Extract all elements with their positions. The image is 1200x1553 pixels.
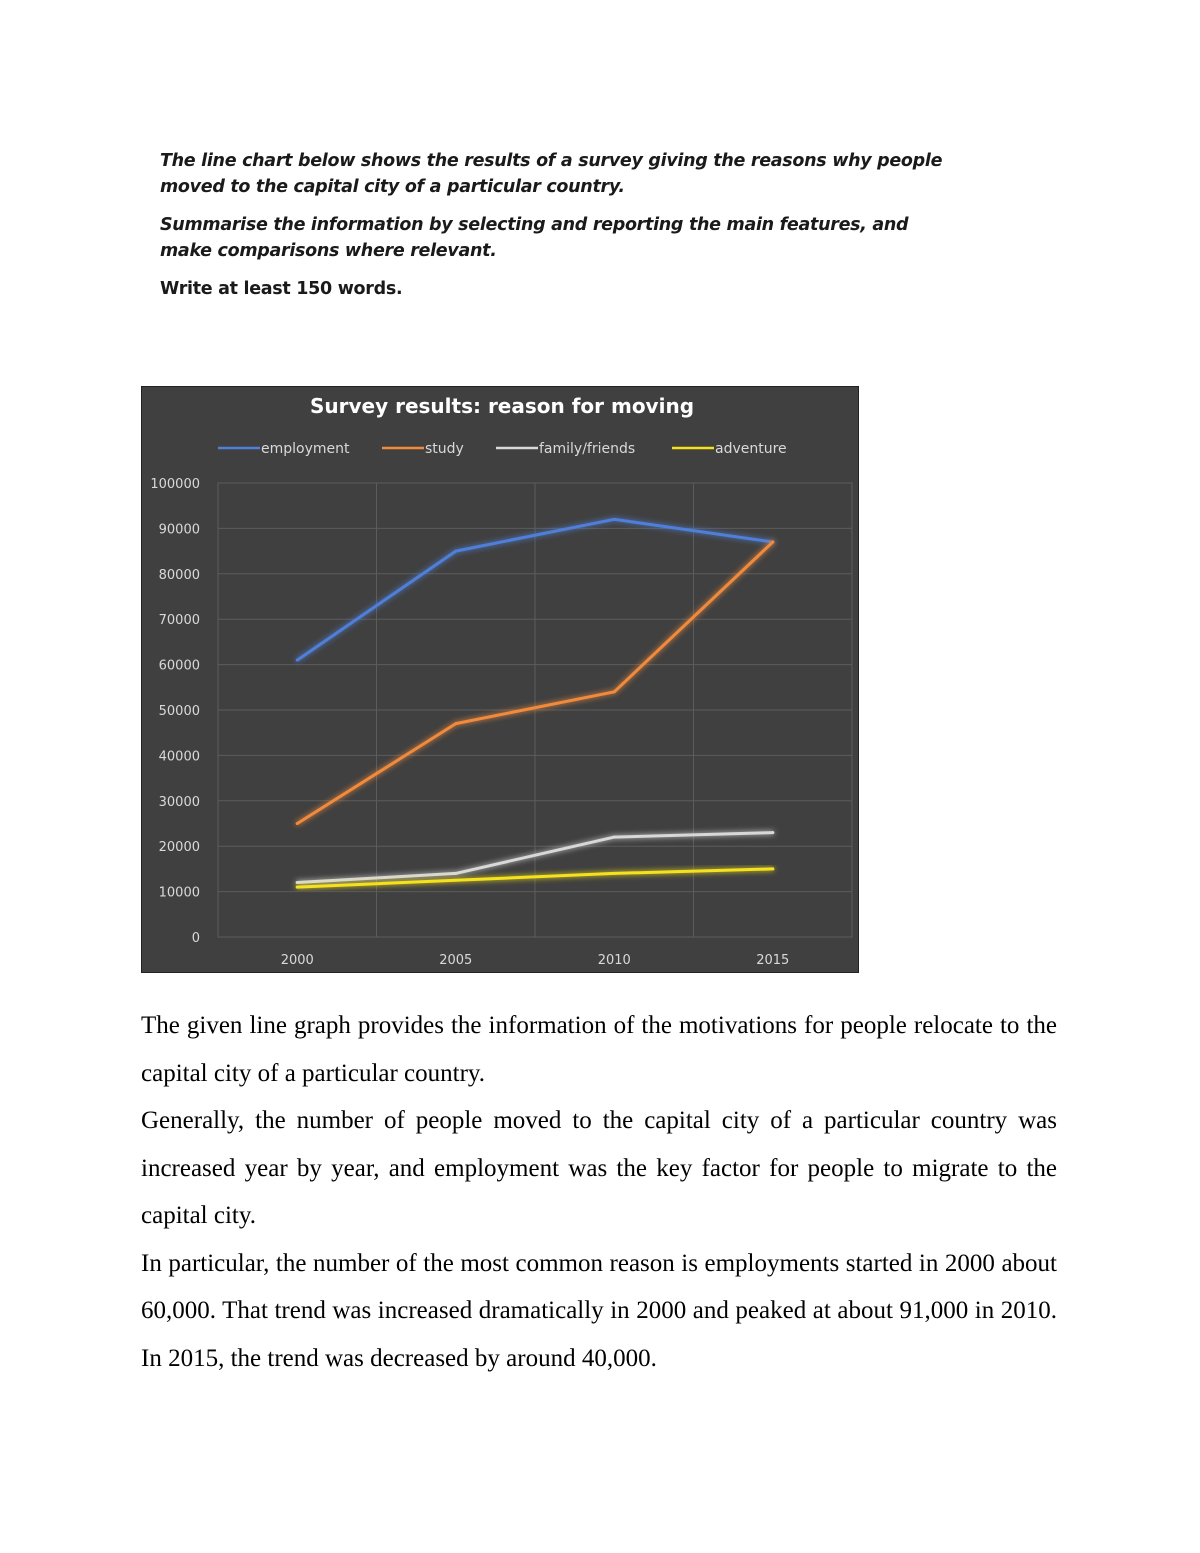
chart-legend — [218, 441, 787, 457]
y-tick-label: 70000 — [158, 613, 200, 629]
data-point-family-friends — [771, 831, 774, 834]
data-point-study — [296, 822, 299, 825]
y-axis — [150, 477, 200, 946]
y-tick-label: 20000 — [158, 840, 200, 856]
x-axis — [281, 953, 790, 968]
data-point-employment — [613, 518, 616, 521]
data-point-family-friends — [296, 881, 299, 884]
chart-canvas — [142, 387, 858, 972]
data-point-adventure — [771, 867, 774, 870]
data-point-adventure — [296, 886, 299, 889]
y-tick-label: 50000 — [158, 704, 200, 719]
chart-title: Survey results: reason for moving — [309, 394, 695, 418]
data-point-adventure — [454, 879, 457, 882]
y-tick-label: 10000 — [158, 885, 200, 901]
y-tick-label: 30000 — [158, 794, 200, 810]
essay-paragraph-details: In particular, the number of the most common reason is employments started in 2000 about 60,000. That trend was increased dramatically in 2000 and peaked at about 91,000 in 2010. In 2015, the trend was decreased by around 40,000. — [141, 1249, 1057, 1372]
data-point-employment — [296, 659, 299, 662]
word-count-requirement: Write at least 150 words. — [160, 279, 403, 299]
y-tick-label: 90000 — [158, 522, 200, 538]
x-tick-label: 2000 — [280, 953, 314, 968]
y-tick-label: 60000 — [158, 658, 200, 674]
line-chart — [141, 386, 859, 973]
data-point-study — [613, 690, 616, 693]
task-prompt — [160, 148, 960, 302]
y-tick-label: 40000 — [158, 749, 200, 765]
essay-body — [141, 1002, 1057, 1382]
task-instruction: Summarise the information by selecting and reporting the main features, and make comparisons where relevant. — [160, 215, 909, 261]
legend-label-study: study — [425, 441, 464, 457]
task-description: The line chart below shows the results of a survey giving the reasons why people moved to the capital city of a particular country. — [160, 151, 943, 197]
essay-paragraph-intro: The given line graph provides the information of the motivations for people relocate to the capital city of a particular country. — [141, 1012, 1057, 1087]
y-tick-label: 80000 — [158, 567, 200, 583]
data-point-family-friends — [454, 872, 457, 875]
x-tick-label: 2010 — [597, 953, 631, 968]
legend-label-family-friends: family/friends — [539, 441, 636, 457]
data-point-adventure — [613, 872, 616, 875]
data-point-study — [771, 541, 774, 544]
data-point-study — [454, 722, 457, 725]
data-point-employment — [454, 550, 457, 553]
y-tick-label: 100000 — [150, 477, 200, 492]
x-tick-label: 2005 — [439, 953, 473, 968]
x-tick-label: 2015 — [756, 953, 790, 968]
legend-label-employment: employment — [261, 441, 350, 457]
data-point-family-friends — [613, 836, 616, 839]
legend-label-adventure: adventure — [715, 441, 787, 457]
essay-paragraph-overview: Generally, the number of people moved to the capital city of a particular country was increased year by year, and employment was the key factor for people to migrate to the capital city. — [141, 1107, 1057, 1229]
y-tick-label: 0 — [191, 931, 200, 946]
